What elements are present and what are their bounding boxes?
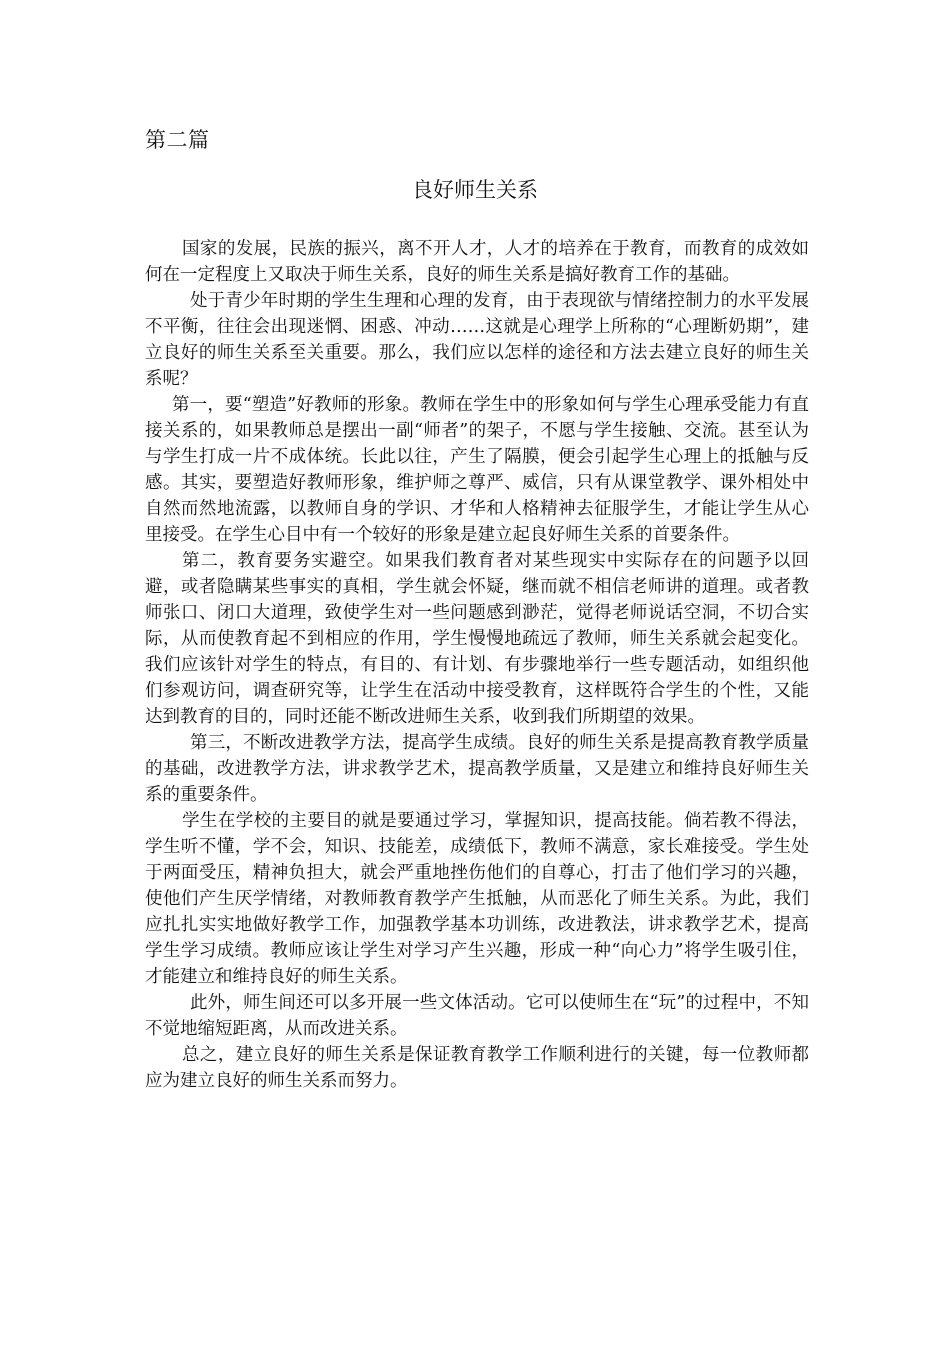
article-body [145,236,809,1094]
document-title: 良好师生关系 [412,178,538,202]
paragraph-intro: 国家的发展，民族的振兴，离不开人才，人才的培养在于教育，而教育的成效如何在一定程度上又取决于师生关系，良好的师生关系是搞好教育工作的基础。 [145,239,809,285]
paragraph-conclusion: 总之，建立良好的师生关系是保证教育教学工作顺利进行的关键，每一位教师都应为建立良好的师生关系而努力。 [145,1045,809,1091]
paragraph-point-one: 第一，要“塑造”好教师的形象。教师在学生中的形象如何与学生心理承受能力有直接关系的，如果教师总是摆出一副“师者”的架子，不愿与学生接触、交流。甚至认为与学生打成一片不成体统。长此以往，产生了隔膜，便会引起学生心理上的抵触与反感。其实，要塑造好教师形象，维护师之尊严、威信，只有从课堂教学、课外相处中自然而然地流露，以教师自身的学识、才华和人格精神去征服学生，才能让学生从心里接受。在学生心目中有一个较好的形象是建立起良好师生关系的首要条件。 [145,395,809,545]
paragraph-learning: 学生在学校的主要目的就是要通过学习，掌握知识，提高技能。倘若教不得法，学生听不懂，学不会，知识、技能差，成绩低下，教师不满意，家长难接受。学生处于两面受压，精神负担大，就会严重地挫伤他们的自尊心，打击了他们学习的兴趣，使他们产生厌学情绪，对教师教育教学产生抵触，从而恶化了师生关系。为此，我们应扎扎实实地做好教学工作，加强教学基本功训练，改进教法，讲求教学艺术，提高学生学习成绩。教师应该让学生对学习产生兴趣，形成一种“向心力”将学生吸引住，才能建立和维持良好的师生关系。 [145,811,809,987]
paragraph-adolescence: 处于青少年时期的学生生理和心理的发育，由于表现欲与情绪控制力的水平发展不平衡，往往会出现迷惘、困惑、冲动……这就是心理学上所称的“心理断奶期”，建立良好的师生关系至关重要。那么，我们应以怎样的途径和方法去建立良好的师生关系呢？ [145,291,809,389]
paragraph-activities: 此外，师生间还可以多开展一些文体活动。它可以使师生在“玩”的过程中，不知不觉地缩短距离，从而改进关系。 [145,993,809,1039]
chapter-label: 第二篇 [145,128,210,152]
paragraph-point-two: 第二，教育要务实避空。如果我们教育者对某些现实中实际存在的问题予以回避，或者隐瞒某些事实的真相，学生就会怀疑，继而就不相信老师讲的道理。或者教师张口、闭口大道理，致使学生对一些问题感到渺茫，觉得老师说话空洞，不切合实际，从而使教育起不到相应的作用，学生慢慢地疏远了教师，师生关系就会起变化。我们应该针对学生的特点，有目的、有计划、有步骤地举行一些专题活动，如组织他们参观访问，调查研究等，让学生在活动中接受教育，这样既符合学生的个性，又能达到教育的目的，同时还能不断改进师生关系，收到我们所期望的效果。 [145,551,809,727]
paragraph-point-three: 第三，不断改进教学方法，提高学生成绩。良好的师生关系是提高教育教学质量的基础，改进教学方法，讲求教学艺术，提高教学质量，又是建立和维持良好师生关系的重要条件。 [145,733,809,805]
